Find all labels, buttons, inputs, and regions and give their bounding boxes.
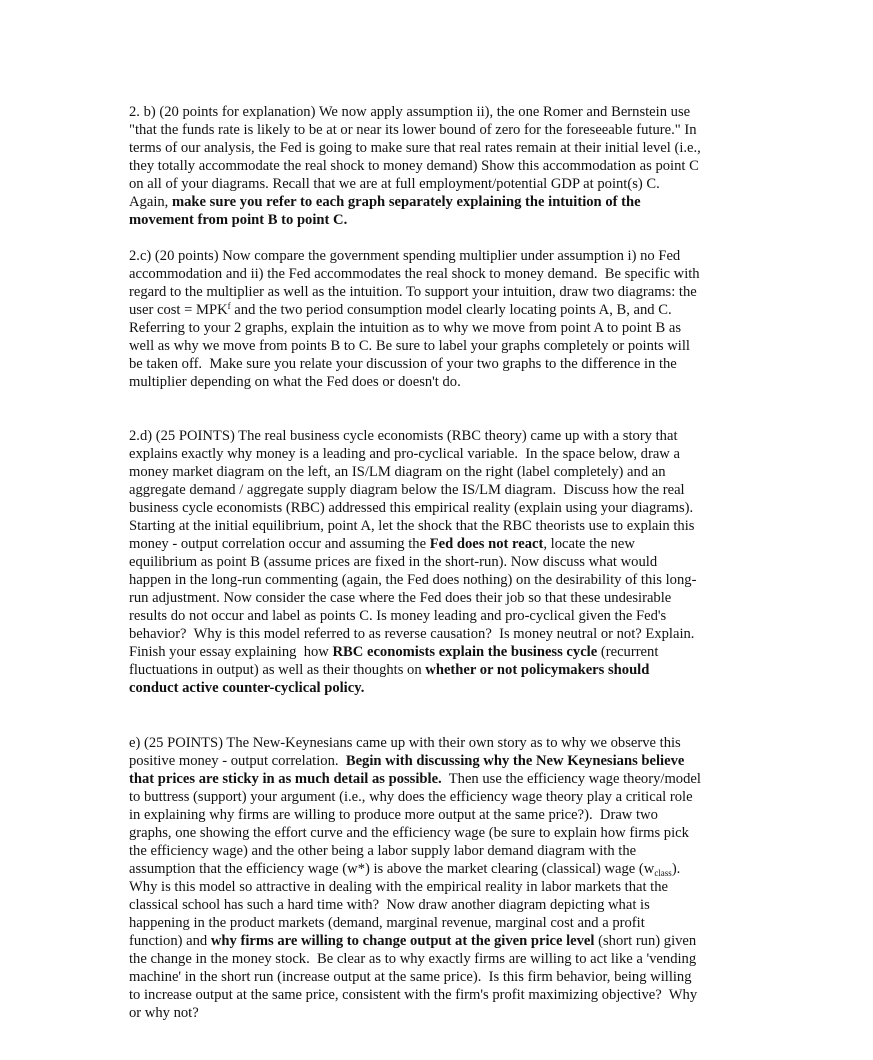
text-line	[129, 842, 769, 860]
bold-text: make sure you refer to each graph separately explaining the intuition of the	[171, 194, 641, 210]
text-line	[129, 427, 769, 445]
text-line	[129, 968, 769, 986]
text-run: the change in the money stock. Be clear as to why exactly firms are willing to act like a 'vending	[129, 951, 697, 967]
text-run: happen in the long-run commenting (again, the Fed does nothing) on the desirability of this long-	[129, 572, 697, 588]
text-run: assumption that the efficiency wage (w*) is above the market clearing (classical) wage (w	[129, 861, 655, 877]
text-line	[129, 319, 769, 337]
text-run: the efficiency wage) and the other being a labor supply labor demand diagram with the	[129, 843, 637, 859]
text-run: 2.c) (20 points) Now compare the government spending multiplier under assumption i) no Fed	[129, 248, 681, 264]
text-line	[129, 752, 769, 770]
text-run: Starting at the initial equilibrium, point A, let the shock that the RBC theorists use to explain this	[129, 518, 695, 534]
text-run: equilibrium as point B (assume prices are fixed in the short-run). Now discuss what would	[129, 554, 658, 570]
text-run: classical school has such a hard time with? Now draw another diagram depicting what is	[129, 897, 650, 913]
text-line	[129, 157, 769, 175]
text-line	[129, 607, 769, 625]
text-run: "that the funds rate is likely to be at or near its lower bound of zero for the foreseeable future." In	[129, 122, 697, 138]
text-run: or why not?	[129, 1005, 199, 1021]
text-run: graphs, one showing the effort curve and the efficiency wage (be sure to explain how firms pick	[129, 825, 689, 841]
text-line	[129, 589, 769, 607]
text-run: to buttress (support) your argument (i.e., why does the efficiency wage theory play a critical role	[129, 789, 693, 805]
text-line	[129, 950, 769, 968]
text-line	[129, 211, 769, 229]
text-line	[129, 571, 769, 589]
text-line	[129, 679, 769, 697]
text-run: Again,	[129, 194, 172, 210]
question-2d	[129, 427, 769, 697]
text-line	[129, 193, 769, 211]
text-run: on all of your diagrams. Recall that we are at full employment/potential GDP at point(s) C.	[129, 176, 660, 192]
bold-text: Fed does not react	[429, 536, 544, 552]
question-2c	[129, 247, 769, 391]
text-run: Referring to your 2 graphs, explain the intuition as to why we move from point A to point B as	[129, 320, 682, 336]
text-line	[129, 103, 769, 121]
text-run: in explaining why firms are willing to produce more output at the same price?). Draw two	[129, 807, 658, 823]
text-run: they totally accommodate the real shock to money demand) Show this accommodation as point C	[129, 158, 699, 174]
text-run: fluctuations in output) as well as their thoughts on	[129, 662, 426, 678]
text-run: e) (25 POINTS) The New-Keynesians came up with their own story as to why we observe this	[129, 735, 681, 751]
text-run: money - output correlation occur and assuming the	[129, 536, 430, 552]
bold-text: conduct active counter-cyclical policy.	[129, 680, 365, 696]
text-run: money market diagram on the left, an IS/LM diagram on the right (label completely) and an	[129, 464, 666, 480]
text-run: 2. b) (20 points for explanation) We now apply assumption ii), the one Romer and Bernstein use	[129, 104, 691, 120]
text-line	[129, 806, 769, 824]
text-line	[129, 824, 769, 842]
text-run: positive money - output correlation.	[129, 753, 346, 769]
text-line	[129, 932, 769, 950]
text-line	[129, 373, 769, 391]
text-line	[129, 463, 769, 481]
bold-text: why firms are willing to change output at the given price level	[210, 933, 595, 949]
subscript-text: class	[654, 868, 672, 878]
bold-text: RBC economists explain the business cycle	[332, 644, 598, 660]
text-line	[129, 878, 769, 896]
text-run: user cost = MPK	[129, 302, 228, 318]
text-line	[129, 247, 769, 265]
text-line	[129, 265, 769, 283]
bold-text: whether or not policymakers should	[425, 662, 650, 678]
text-line	[129, 788, 769, 806]
text-run: regard to the multiplier as well as the intuition. To support your intuition, draw two diagrams: the	[129, 284, 697, 300]
text-line	[129, 499, 769, 517]
text-run: 2.d) (25 POINTS) The real business cycle economists (RBC theory) came up with a story that	[129, 428, 678, 444]
question-2b	[129, 103, 769, 229]
bold-text: Begin with discussing why the New Keynesians believe	[345, 753, 685, 769]
text-line	[129, 517, 769, 535]
text-run: happening in the product markets (demand, marginal revenue, marginal cost and a profit	[129, 915, 645, 931]
text-line	[129, 481, 769, 499]
text-run: behavior? Why is this model referred to as reverse causation? Is money neutral or not? Explain.	[129, 626, 695, 642]
text-line	[129, 175, 769, 193]
text-line	[129, 986, 769, 1004]
text-run: (recurrent	[597, 644, 659, 660]
text-run: be taken off. Make sure you relate your discussion of your two graphs to the difference in the	[129, 356, 677, 372]
text-run: well as why we move from points B to C. Be sure to label your graphs completely or points will	[129, 338, 690, 354]
text-run: machine' in the short run (increase output at the same price). Is this firm behavior, being willing	[129, 969, 692, 985]
text-line	[129, 535, 769, 553]
text-run: Then use the efficiency wage theory/model	[441, 771, 701, 787]
text-line	[129, 139, 769, 157]
bold-text: movement from point B to point C.	[129, 212, 348, 228]
text-run: and the two period consumption model clearly locating points A, B, and C.	[230, 302, 672, 318]
text-run: accommodation and ii) the Fed accommodates the real shock to money demand. Be specific with	[129, 266, 700, 282]
text-line	[129, 734, 769, 752]
text-run: multiplier depending on what the Fed does or doesn't do.	[129, 374, 461, 390]
text-line	[129, 1004, 769, 1022]
text-line	[129, 860, 769, 878]
text-line	[129, 283, 769, 301]
text-run: function) and	[129, 933, 211, 949]
text-run: Why is this model so attractive in dealing with the empirical reality in labor markets that the	[129, 879, 669, 895]
text-run: results do not occur and label as points C. Is money leading and pro-cyclical given the Fed's	[129, 608, 667, 624]
text-line	[129, 337, 769, 355]
text-line	[129, 643, 769, 661]
text-run: ).	[671, 861, 681, 877]
text-run: explains exactly why money is a leading and pro-cyclical variable. In the space below, draw a	[129, 446, 680, 462]
text-run: (short run) given	[594, 933, 697, 949]
text-line	[129, 445, 769, 463]
text-line	[129, 661, 769, 679]
text-line	[129, 553, 769, 571]
text-line	[129, 770, 769, 788]
text-run: aggregate demand / aggregate supply diagram below the IS/LM diagram. Discuss how the real	[129, 482, 685, 498]
superscript-text: f	[227, 301, 231, 311]
text-run: to increase output at the same price, consistent with the firm's profit maximizing objective? Why	[129, 987, 698, 1003]
question-2e	[129, 734, 769, 1022]
text-run: terms of our analysis, the Fed is going to make sure that real rates remain at their initial level (i.e.,	[129, 140, 701, 156]
text-line	[129, 625, 769, 643]
text-run: , locate the new	[543, 536, 635, 552]
text-run: run adjustment. Now consider the case where the Fed does their job so that these undesirable	[129, 590, 672, 606]
text-line	[129, 896, 769, 914]
text-line	[129, 914, 769, 932]
text-run: Finish your essay explaining how	[129, 644, 333, 660]
text-line	[129, 301, 769, 319]
text-line	[129, 121, 769, 139]
text-line	[129, 355, 769, 373]
bold-text: that prices are sticky in as much detail as possible.	[129, 771, 442, 787]
text-run: business cycle economists (RBC) addressed this empirical reality (explain using your diagrams).	[129, 500, 694, 516]
